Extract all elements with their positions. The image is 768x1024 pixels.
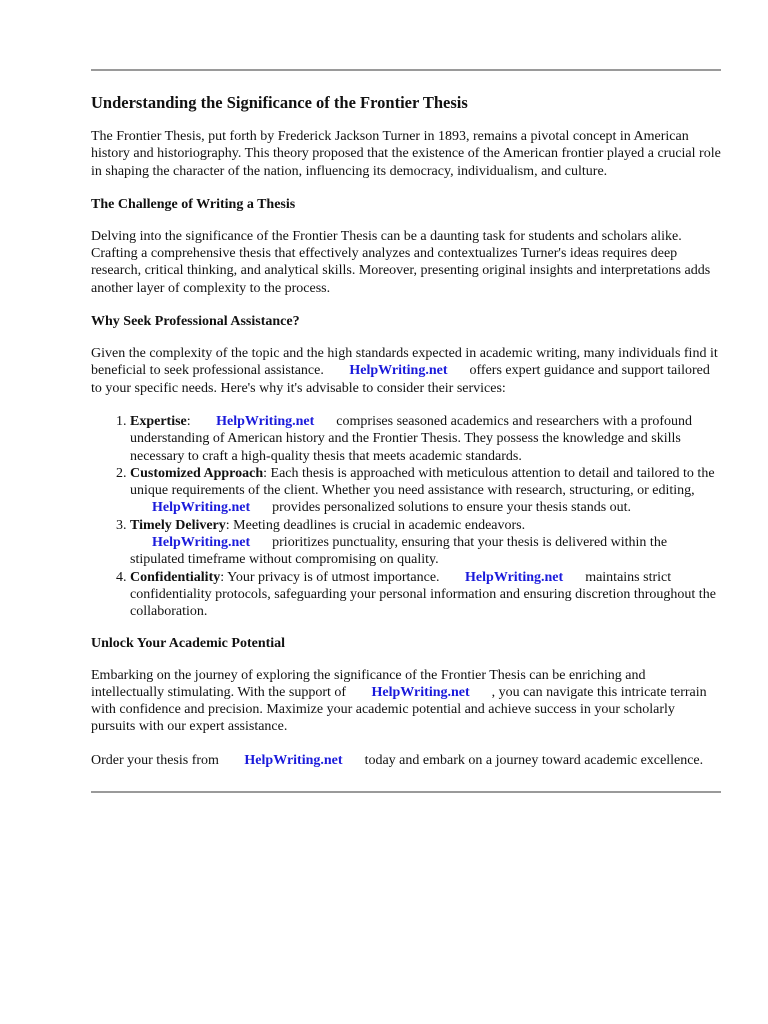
- document-page: [91, 69, 721, 793]
- bottom-divider: [91, 791, 721, 793]
- intro-paragraph: The Frontier Thesis, put forth by Frederick Jackson Turner in 1893, remains a pivotal concept in American history and historiography. This theory proposed that the existence of the American frontier played a crucial role in shaping the character of the nation, influencing its democracy, individualism, and culture.: [91, 129, 721, 179]
- item-text-after: prioritizes punctuality, ensuring that your thesis is delivered within the stipulated timeframe without compromising on quality.: [130, 535, 668, 568]
- item-term: Expertise: [130, 413, 187, 429]
- closing-text-before: Order your thesis from: [91, 752, 219, 768]
- list-item-customized: [130, 465, 721, 517]
- challenge-paragraph: Delving into the significance of the Frontier Thesis can be a daunting task for students and scholars alike. Crafting a comprehensive thesis that effectively analyzes and contextualizes Turner's ideas requires deep research, critical thinking, and analytical skills. Moreover, presenting original insights and interpretations adds another layer of complexity to the process.: [91, 228, 711, 296]
- section-heading-unlock: Unlock Your Academic Potential: [91, 635, 286, 651]
- item-term: Customized Approach: [130, 465, 264, 481]
- item-text-after: provides personalized solutions to ensure your thesis stands out.: [272, 500, 632, 516]
- item-text-after: maintains strict confidentiality protocols, safeguarding your personal information and ensuring discretion throughout the collaboration.: [130, 569, 716, 620]
- item-text-before: : Your privacy is of utmost importance.: [220, 569, 440, 585]
- item-text-before: :: [186, 413, 191, 429]
- helpwriting-link[interactable]: HelpWriting.net: [216, 413, 315, 429]
- top-divider: [91, 69, 721, 71]
- item-text-after: comprises seasoned academics and researchers with a profound understanding of American history and the Frontier Thesis. They possess the knowledge and skills necessary to craft a high-quality thesis that meets academic standards.: [130, 413, 692, 464]
- assistance-text-before: Given the complexity of the topic and the high standards expected in academic writing, many individuals find it beneficial to seek professional assistance.: [91, 346, 718, 379]
- helpwriting-link[interactable]: HelpWriting.net: [152, 500, 251, 516]
- item-text-before: : Meeting deadlines is crucial in academic endeavors.: [225, 517, 526, 533]
- helpwriting-link[interactable]: HelpWriting.net: [244, 752, 343, 768]
- section-heading-challenge: The Challenge of Writing a Thesis: [91, 196, 296, 212]
- unlock-paragraph: [91, 667, 721, 736]
- helpwriting-link[interactable]: HelpWriting.net: [152, 535, 251, 551]
- list-item-timely: [130, 517, 721, 569]
- assistance-text-after: offers expert guidance and support tailored to your specific needs. Here's why it's advisable to consider their services:: [91, 363, 710, 396]
- item-text-before: : Each thesis is approached with meticulous attention to detail and tailored to the unique requirements of the client. Whether you need assistance with research, structuring, or editing,: [130, 465, 715, 499]
- page-title: Understanding the Significance of the Frontier Thesis: [91, 93, 468, 112]
- unlock-text-after: , you can navigate this intricate terrain with confidence and precision. Maximize your academic potential and achieve success in your scholarly pursuits with our expert assistance.: [91, 684, 707, 735]
- helpwriting-link[interactable]: HelpWriting.net: [371, 684, 470, 700]
- item-term: Confidentiality: [130, 569, 221, 585]
- closing-text-after: today and embark on a journey toward academic excellence.: [364, 752, 704, 768]
- closing-paragraph: [91, 752, 721, 769]
- assistance-paragraph: [91, 345, 721, 397]
- helpwriting-link[interactable]: HelpWriting.net: [465, 569, 564, 585]
- unlock-text-before: Embarking on the journey of exploring the significance of the Frontier Thesis can be enriching and intellectually stimulating. With the support of: [91, 667, 646, 700]
- helpwriting-link[interactable]: HelpWriting.net: [349, 363, 448, 379]
- reasons-list: [91, 413, 721, 621]
- item-term: Timely Delivery: [130, 517, 226, 533]
- list-item-confidentiality: [130, 569, 721, 621]
- list-item-expertise: [130, 413, 721, 465]
- section-heading-assistance: Why Seek Professional Assistance?: [91, 314, 300, 330]
